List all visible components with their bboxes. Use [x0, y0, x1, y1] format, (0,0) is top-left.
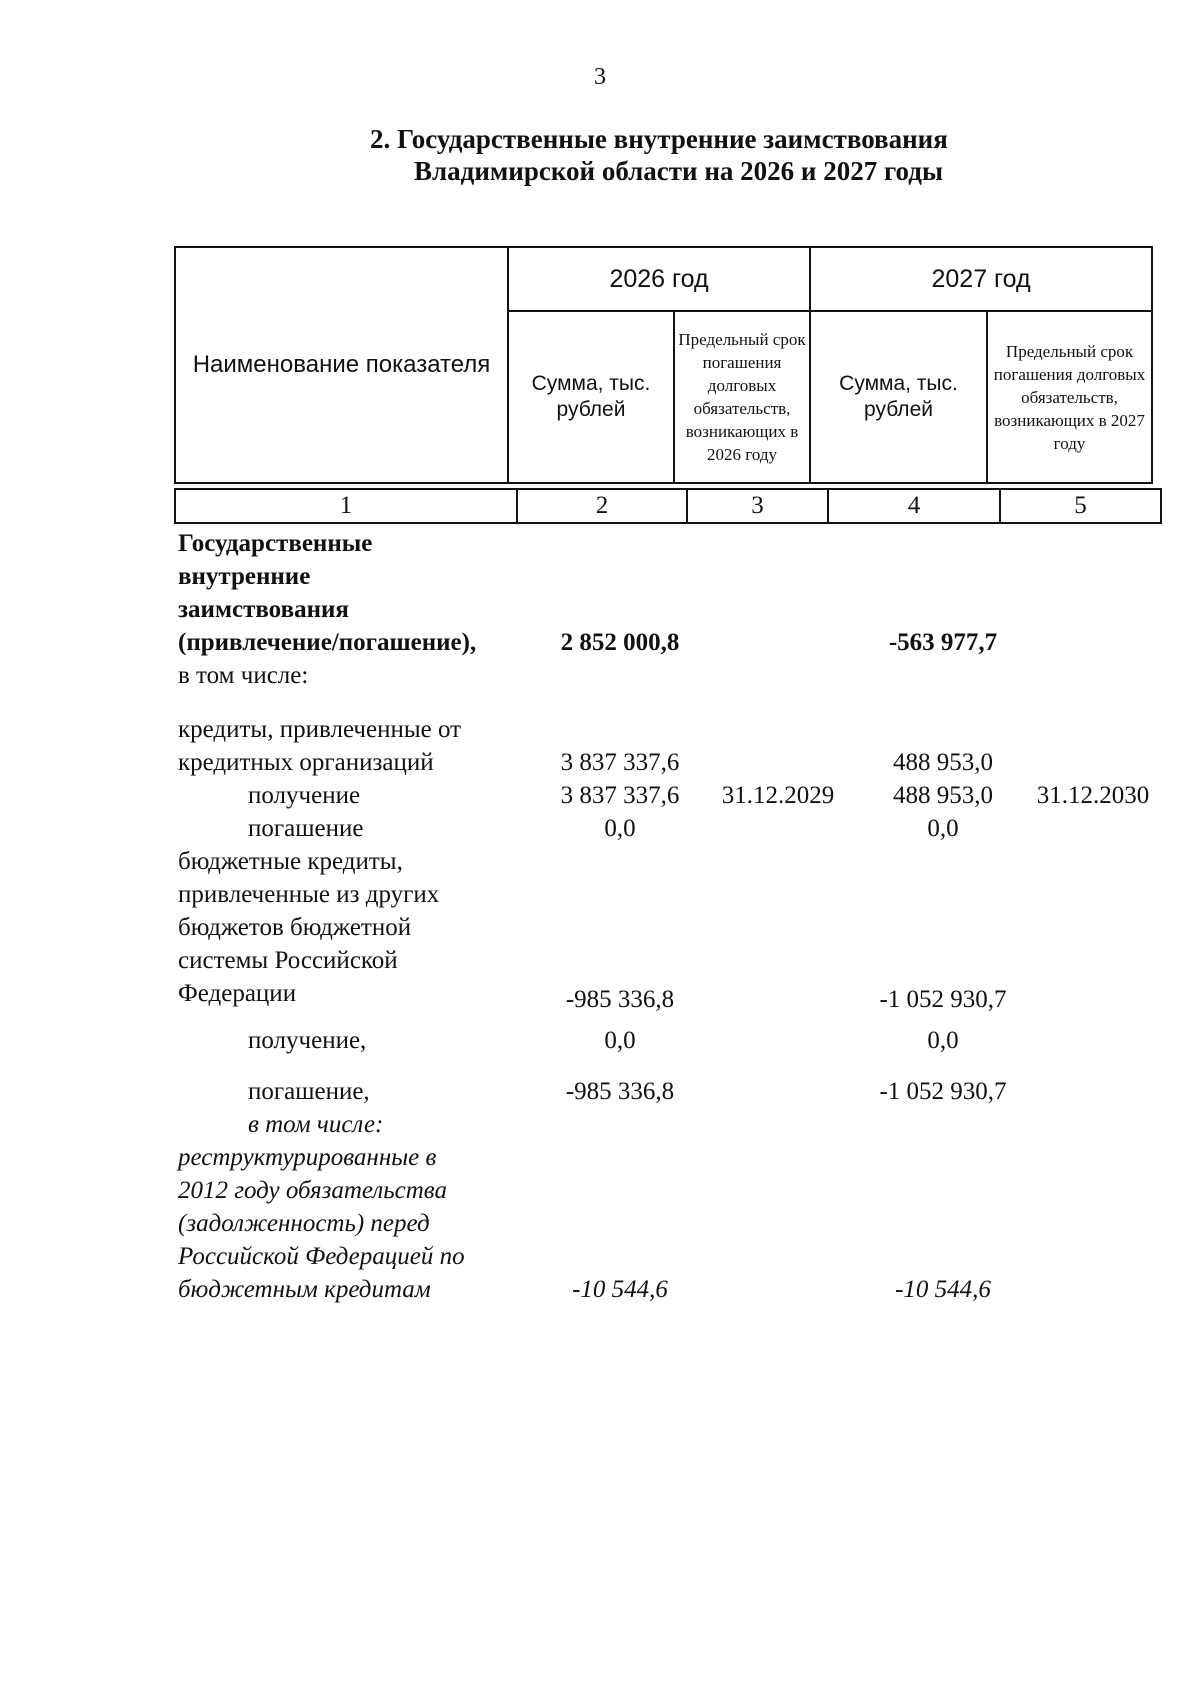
- cell-sum-2026: 3 837 337,6: [560, 749, 680, 776]
- cell-sum-2027: -1 052 930,7: [879, 986, 1007, 1013]
- cell-sum-2027: 488 953,0: [893, 782, 993, 809]
- col-number-3: 3: [687, 489, 828, 523]
- table-row-credit-receipt: получение 3 837 337,6 31.12.2029 488 953,0 31.12.2030: [178, 779, 1178, 812]
- cell-sum-2026: -985 336,8: [565, 1078, 675, 1105]
- col-number-1: 1: [175, 489, 517, 523]
- header-table: [174, 246, 1153, 484]
- table-row-budget-credits: [178, 845, 1178, 1013]
- column-number-row: [174, 488, 1162, 524]
- cell-sum-2026: 0,0: [604, 815, 636, 842]
- header-term-2026: Предельный срок погашения долговых обязательств, возникающих в 2026 году: [674, 311, 810, 483]
- cell-sum-2027: 488 953,0: [893, 749, 993, 776]
- table-row-budget-repay: погашение, -985 336,8 -1 052 930,7: [178, 1075, 1178, 1108]
- cell-sum-2026: -985 336,8: [565, 986, 675, 1013]
- header-term-2027: Предельный срок погашения долговых обязательств, возникающих в 2027 году: [987, 311, 1152, 483]
- cell-sum-2027: -10 544,6: [895, 1276, 991, 1303]
- title-line-1: 2. Государственные внутренние заимствования: [370, 124, 948, 154]
- cell-term-2027: 31.12.2030: [1036, 782, 1150, 809]
- col-number-2: 2: [517, 489, 687, 523]
- cell-sum-2026: -10 544,6: [572, 1276, 668, 1303]
- title-line-2: Владимирской области на 2026 и 2027 годы: [414, 156, 944, 186]
- table-row-budget-receipt: получение, 0,0 0,0: [178, 1024, 1178, 1057]
- row-label: бюджетные кредиты, привлеченные из других бюджетов бюджетной системы Российской Федерации: [178, 848, 440, 1007]
- row-label: реструктурированные в 2012 году обязательства (задолженность) перед Российской Федерацией по бюджетным кредитам: [178, 1144, 465, 1303]
- header-sum-2026: Сумма, тыс. рублей: [508, 311, 674, 483]
- cell-term-2026: 31.12.2029: [721, 782, 835, 809]
- cell-sum-2026: 0,0: [604, 1027, 636, 1054]
- cell-sum-2027: 0,0: [927, 815, 959, 842]
- table-row-total: [178, 527, 1178, 659]
- col-number-5: 5: [1000, 489, 1161, 523]
- table-row-including: в том числе:: [178, 662, 309, 689]
- table-body: [178, 527, 1178, 1306]
- cell-sum-2027: 0,0: [927, 1027, 959, 1054]
- header-year-2027: 2027 год: [810, 247, 1152, 311]
- cell-sum-2026: 2 852 000,8: [560, 629, 680, 656]
- document-title: [330, 123, 1030, 187]
- header-indicator-name: Наименование показателя: [175, 247, 508, 483]
- row-label: Государственные внутренние заимствования (привлечение/погашение),: [178, 530, 477, 656]
- page-number: 3: [594, 64, 606, 90]
- col-number-4: 4: [828, 489, 1000, 523]
- table-row-restructured: [178, 1141, 1178, 1306]
- cell-sum-2027: -1 052 930,7: [879, 1078, 1007, 1105]
- cell-sum-2026: 3 837 337,6: [560, 782, 680, 809]
- cell-sum-2027: -563 977,7: [888, 629, 998, 656]
- table-row-credit-repay: погашение 0,0 0,0: [178, 812, 1178, 845]
- table-row-credit-orgs: [178, 713, 1178, 779]
- row-label: кредиты, привлеченные от кредитных организаций: [178, 716, 462, 776]
- table-row-restructured-including: в том числе:: [248, 1111, 384, 1138]
- header-year-2026: 2026 год: [508, 247, 810, 311]
- header-sum-2027: Сумма, тыс. рублей: [810, 311, 987, 483]
